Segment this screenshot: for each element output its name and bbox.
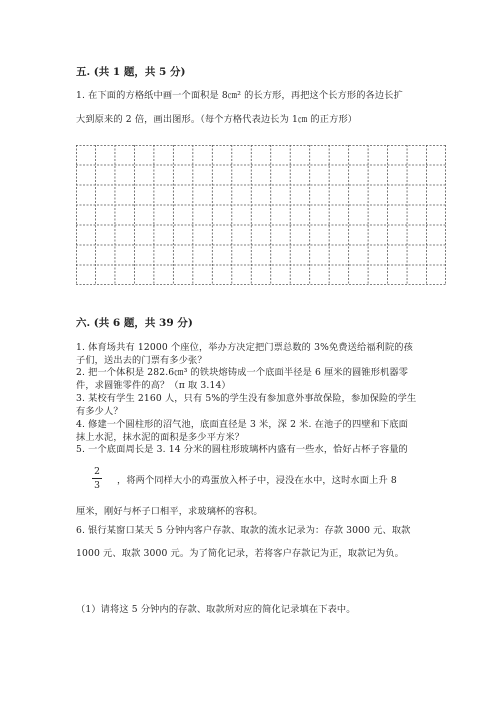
section-five-heading: 五. (共 1 题，共 5 分) (76, 66, 186, 78)
question-6-6-subquestion-1: （1）请将这 5 分钟内的存款、取款所对应的简化记录填在下表中。 (76, 604, 356, 615)
question-6-6-line-2: 1000 元、取款 3000 元。为了简化记录，若将客户存款记为正，取款记为负。 (76, 548, 404, 559)
question-6-2-line-1: 2. 把一个体积是 282.6㎝³ 的铁块熔铸成一个底面半径是 6 厘米的圆锥形机器零 (76, 367, 409, 378)
question-5-1-line-1: 1. 在下面的方格纸中画一个面积是 8㎝² 的长方形，再把这个长方形的各边长扩 (76, 90, 403, 101)
question-6-2-line-2: 件，求圆锥零件的高？（π 取 3.14） (76, 380, 231, 391)
question-6-4-line-2: 抹上水泥，抹水泥的面积是多少平方米？ (76, 432, 245, 443)
question-6-4-line-1: 4. 修建一个圆柱形的沼气池，底面直径是 3 米，深 2 米. 在池子的四壁和下底面 (76, 419, 409, 430)
fraction-bar (92, 478, 102, 479)
fraction-two-thirds (92, 466, 102, 491)
fraction-numerator: 2 (94, 466, 100, 477)
dotted-square-grid[interactable] (76, 145, 446, 285)
question-6-6-line-1: 6. 银行某窗口某天 5 分钟内客户存款、取款的流水记录为：存款 3000 元、取款 (76, 525, 411, 536)
question-6-1-line-1: 1. 体育场共有 12000 个座位，举办方决定把门票总数的 3%免费送给福利院的孩 (76, 342, 413, 353)
question-6-5-line-1: 5. 一个底面周长是 3. 14 分米的圆柱形玻璃杯内盛有一些水，恰好占杯子容量的 (76, 444, 408, 455)
question-6-5-line-3: 厘米，刚好与杯子口相平，求玻璃杯的容积。 (76, 506, 263, 517)
question-6-3-line-1: 3. 某校有学生 2160 人，只有 5%的学生没有参加意外事故保险，参加保险的学生 (76, 393, 417, 404)
section-six-heading: 六. (共 6 题，共 39 分) (76, 317, 193, 329)
fraction-denominator: 3 (94, 480, 100, 491)
question-6-5-line-2: ，将两个同样大小的鸡蛋放入杯子中，浸没在水中，这时水面上升 8 (117, 475, 397, 486)
question-5-1-line-2: 大到原来的 2 倍，画出图形。（每个方格代表边长为 1㎝ 的正方形） (76, 114, 358, 125)
question-6-3-line-2: 有多少人？ (76, 406, 123, 417)
question-6-1-line-2: 子们，送出去的门票有多少张？ (76, 355, 207, 366)
